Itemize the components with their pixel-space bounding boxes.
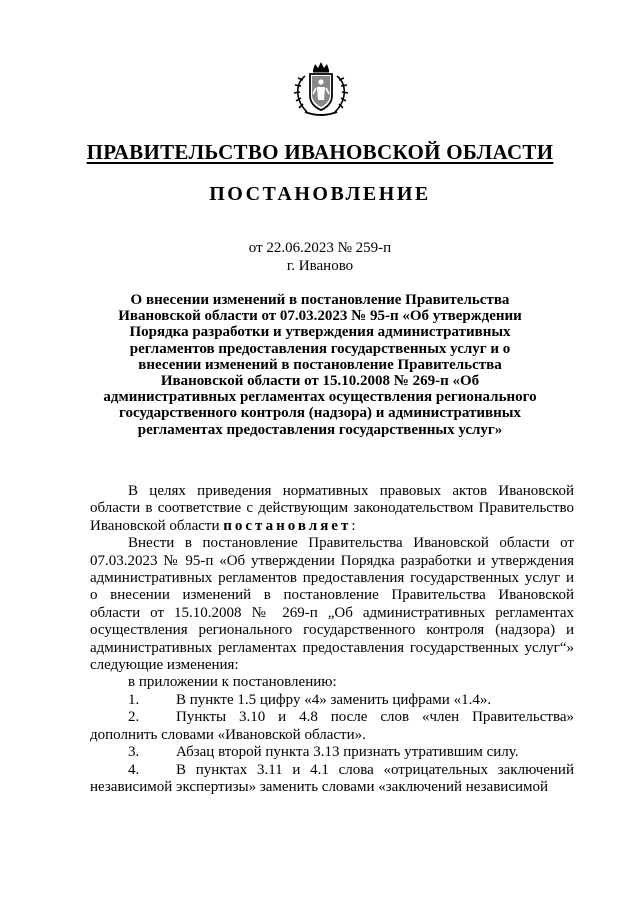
item-number: 4. — [128, 761, 140, 778]
preamble-end: : — [351, 517, 356, 534]
item-number: 2. — [128, 709, 140, 726]
coat-of-arms-icon — [291, 60, 351, 120]
document-body — [90, 483, 574, 796]
document-subject: О внесении изменений в постановление Правительства Ивановской области от 07.03.2023 № 95-п «Об утверждении Порядка разработки и утверждения административных регламентов предоставления государственных услуг и о внесении изменений в постановление Правительства Ивановской области от 15.10.2008 № 269-п «Об административных регламентах осуществления регионального государственного контроля (надзора) и административных регламентах предоставления государственных услуг» — [103, 292, 537, 438]
preamble-text: В целях приведения нормативных правовых актов Ивановской области в соответствие с действующим законодательством Правительство Ивановской области — [90, 483, 574, 534]
date-number: от 22.06.2023 № 259-п — [248, 240, 392, 256]
annex-line: в приложении к постановлению: — [128, 674, 337, 691]
list-item — [90, 692, 574, 709]
item-text: Пункты 3.10 и 4.8 после слов «член Правительства» дополнить словами «Ивановской области». — [90, 709, 574, 743]
item-text: В пунктах 3.11 и 4.1 слова «отрицательных заключений независимой экспертизы» заменить словами «заключений независимой — [90, 761, 574, 795]
decree-word: постановляет — [223, 517, 352, 534]
city: г. Иваново — [286, 258, 354, 274]
list-item — [90, 762, 574, 797]
intro-paragraph: Внести в постановление Правительства Ивановской области от 07.03.2023 № 95-п «Об утверждении Порядка разработки и утверждения административных регламентов предоставления государственных услуг и о внесении изменений в постановление Правительства Ивановской области от 15.10.2008 № 269-п „Об административных регламентах осуществления регионального государственного контроля (надзора) и административных регламентах предоставления государственных услуг“» следующие изменения: — [90, 535, 574, 674]
item-number: 1. — [128, 691, 140, 708]
item-text: В пункте 1.5 цифру «4» заменить цифрами «1.4». — [176, 691, 492, 708]
item-text: Абзац второй пункта 3.13 признать утратившим силу. — [176, 744, 519, 761]
list-item — [90, 709, 574, 744]
government-title: ПРАВИТЕЛЬСТВО ИВАНОВСКОЙ ОБЛАСТИ — [86, 140, 554, 164]
document-type: ПОСТАНОВЛЕНИЕ — [209, 183, 431, 205]
preamble-paragraph — [90, 483, 574, 535]
list-item — [90, 744, 574, 761]
item-number: 3. — [128, 744, 140, 761]
